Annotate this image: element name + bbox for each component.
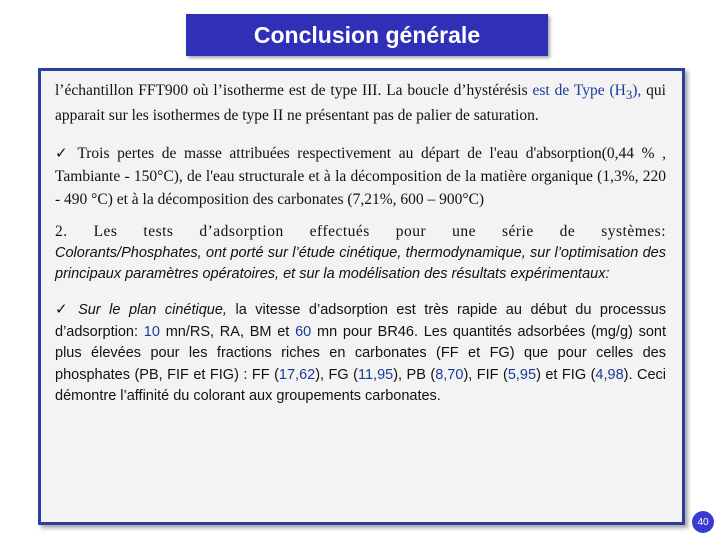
text-segment: Trois pertes de masse attribuées respectivement au départ de l'eau d'absorption(0,44 % , Tambiante - 150°C), de l'eau structurale et à la décomposition de la matière organique (1,3%, 220 - 490 °C) et à la décomposition des carbonates (7,21%, 600 – 900°C) xyxy=(55,145,666,209)
slide-title: Conclusion générale xyxy=(186,14,548,56)
text-segment: ), FIF ( xyxy=(463,366,508,383)
text-segment: mn/RS, RA, BM et xyxy=(159,323,296,340)
subscript: 3 xyxy=(625,87,633,103)
value-highlight: 60 xyxy=(295,323,312,340)
text-segment: l’échantillon FFT900 où l’isotherme est de type III. La boucle d’hystérésis xyxy=(55,82,533,99)
paragraph-kinetics xyxy=(55,299,666,408)
highlight-text: est de Type $(H_3)$, xyxy=(532,82,642,103)
value-highlight: 8,70 xyxy=(435,366,464,383)
conclusion-panel xyxy=(38,68,685,525)
value-highlight: 11,95 xyxy=(358,366,394,383)
text-segment: ), PB ( xyxy=(393,366,436,383)
text-segment: la vitesse d’adsorption est très rapide au début du processus d’adsorption: xyxy=(55,302,666,340)
italic-text: Sur le plan cinétique, xyxy=(78,302,227,319)
numbered-lead: 2. Les tests d’adsorption effectués pour une série de systèmes: xyxy=(55,223,666,241)
paragraph-adsorption-tests xyxy=(55,221,666,285)
text-segment: ), FG ( xyxy=(315,366,358,383)
text-segment: ). Ceci démontre l’affinité du colorant aux groupements carbonates. xyxy=(55,366,666,405)
checkmark-icon: ✓ xyxy=(55,144,72,163)
paragraph-hysteresis xyxy=(55,80,666,126)
value-highlight: 4,98 xyxy=(595,366,624,383)
value-highlight: 10 xyxy=(143,323,160,340)
checkmark-icon: ✓ xyxy=(55,300,73,319)
value-highlight: 5,95 xyxy=(507,366,537,383)
page-number-badge: 40 xyxy=(692,511,714,533)
italic-text: Colorants/Phosphates, ont porté sur l’étude cinétique, thermodynamique, sur l’optimisation des principaux paramètres opératoires, et sur la modélisation des résultats expérimentaux: xyxy=(55,245,666,283)
text-segment: mn pour BR46. Les quantités adsorbées (mg/g) sont plus élevées pour les fractions riches en carbonates (FF et FG) que pour celles des phosphates (PB, FIF et FIG) : FF ( xyxy=(55,323,667,383)
text-segment: ) et FIG ( xyxy=(536,366,596,383)
paragraph-mass-loss xyxy=(55,142,666,211)
text-segment: qui apparait sur les isothermes de type II ne présentant pas de palier de saturation. xyxy=(55,82,666,125)
value-highlight: 17,62 xyxy=(278,366,316,383)
